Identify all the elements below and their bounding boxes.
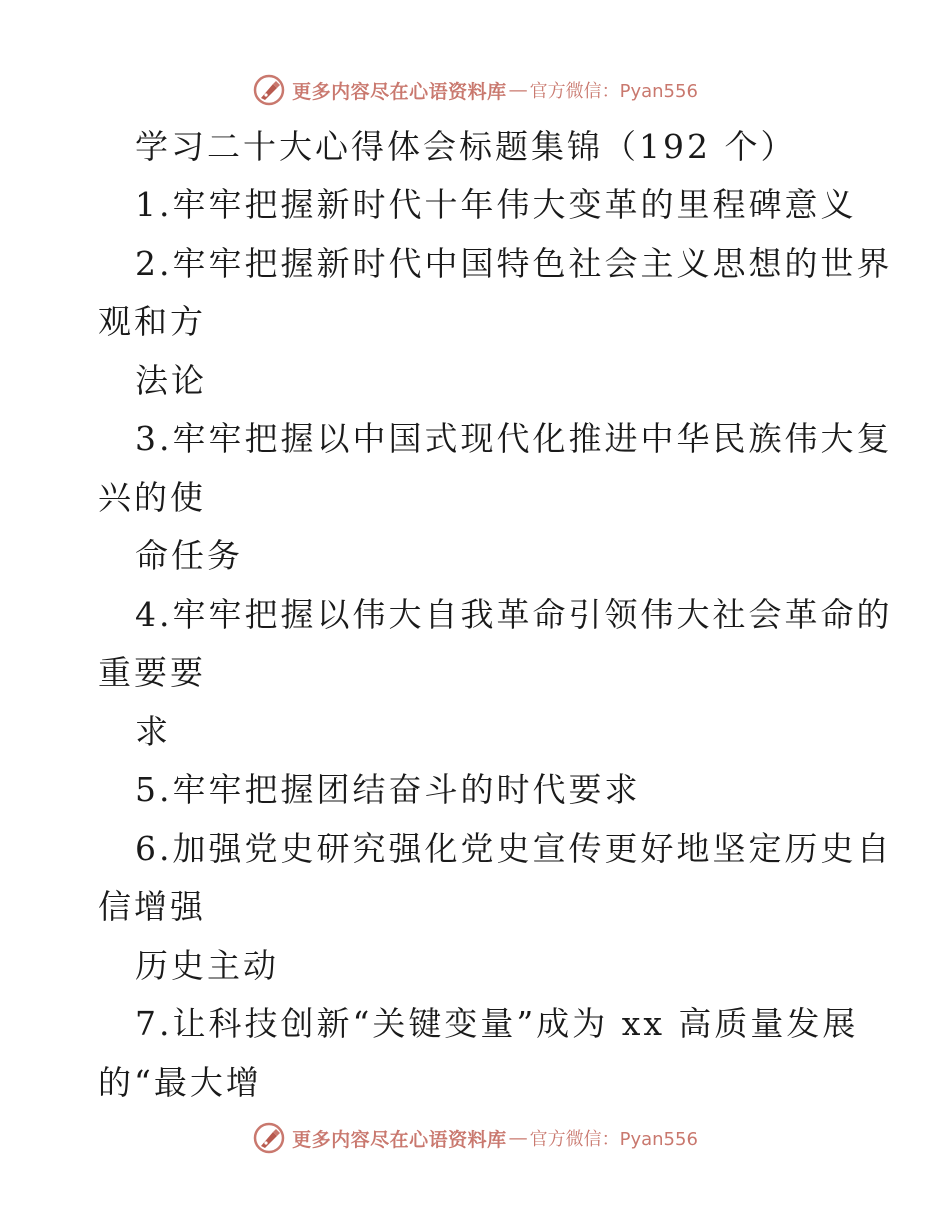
- text-line: 法论: [135, 361, 207, 400]
- text-line: 求: [135, 712, 171, 751]
- pen-nib-logo-icon: [252, 73, 286, 107]
- banner-wechat-text: 官方微信：Pyan556: [529, 81, 698, 102]
- header-banner: [0, 70, 950, 110]
- text-line: 历史主动: [135, 946, 279, 985]
- banner-main-text: 更多内容尽在心语资料库: [292, 80, 507, 103]
- footer-banner: [0, 1118, 950, 1158]
- document-title: 学习二十大心得体会标题集锦（192 个）: [135, 127, 797, 166]
- text-line: 2.牢牢把握新时代中国特色社会主义思想的世界: [135, 244, 893, 283]
- pen-nib-logo-icon: [252, 1121, 286, 1155]
- text-line: 7.让科技创新“关键变量”成为 xx 高质量发展: [135, 1004, 859, 1043]
- text-line: 信增强: [98, 887, 206, 926]
- text-line: 兴的使: [98, 478, 206, 517]
- text-line: 4.牢牢把握以伟大自我革命引领伟大社会革命的: [135, 595, 893, 634]
- text-line: 命任务: [135, 536, 243, 575]
- text-line: 1.牢牢把握新时代十年伟大变革的里程碑意义: [135, 185, 857, 224]
- text-line: 3.牢牢把握以中国式现代化推进中华民族伟大复: [135, 419, 893, 458]
- banner-dash: —: [508, 79, 528, 101]
- banner-dash: —: [508, 1127, 528, 1149]
- text-line: 的“最大增: [98, 1063, 262, 1102]
- text-line: 5.牢牢把握团结奋斗的时代要求: [135, 770, 641, 809]
- banner-main-text: 更多内容尽在心语资料库: [292, 1128, 507, 1151]
- banner-wechat-text: 官方微信：Pyan556: [529, 1129, 698, 1150]
- text-line: 观和方: [98, 302, 206, 341]
- text-line: 重要要: [98, 653, 206, 692]
- text-line: 6.加强党史研究强化党史宣传更好地坚定历史自: [135, 829, 893, 868]
